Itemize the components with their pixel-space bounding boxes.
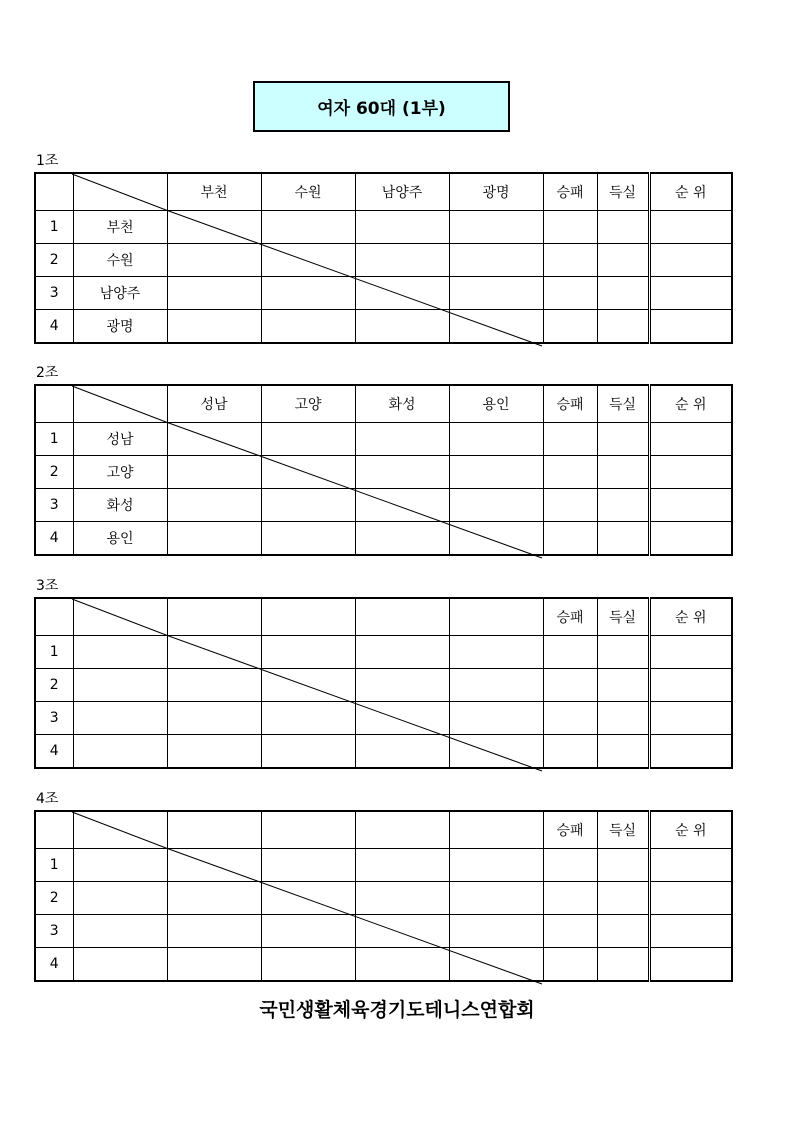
match-cell[interactable] xyxy=(355,636,449,669)
row-number: 3 xyxy=(35,277,73,310)
group-table xyxy=(34,172,731,344)
score-cell[interactable] xyxy=(597,849,649,882)
group-label: 1조 xyxy=(36,153,59,169)
match-cell[interactable] xyxy=(449,423,543,456)
opponent-header xyxy=(167,811,261,849)
row-number: 4 xyxy=(35,310,73,344)
match-cell[interactable] xyxy=(355,702,449,735)
group-label: 4조 xyxy=(36,791,59,807)
rank-cell[interactable] xyxy=(649,310,732,344)
score-cell[interactable] xyxy=(597,915,649,948)
match-cell[interactable] xyxy=(167,489,261,522)
match-cell[interactable] xyxy=(449,735,543,769)
row-number: 4 xyxy=(35,735,73,769)
table-row xyxy=(35,915,732,948)
rank-header: 순 위 xyxy=(649,385,732,423)
team-name xyxy=(73,669,167,702)
score-cell[interactable] xyxy=(597,948,649,982)
match-cell[interactable] xyxy=(449,669,543,702)
table-row xyxy=(35,882,732,915)
team-name xyxy=(73,915,167,948)
opponent-header: 광명 xyxy=(449,173,543,211)
rank-cell[interactable] xyxy=(649,702,732,735)
group-label: 3조 xyxy=(36,578,59,594)
win-loss-cell[interactable] xyxy=(543,915,597,948)
diagonal-header-cell xyxy=(73,173,167,211)
table-row xyxy=(35,636,732,669)
team-name: 화성 xyxy=(73,489,167,522)
win-loss-cell[interactable] xyxy=(543,244,597,277)
match-cell[interactable] xyxy=(167,456,261,489)
opponent-header: 용인 xyxy=(449,385,543,423)
match-cell[interactable] xyxy=(355,211,449,244)
team-name xyxy=(73,636,167,669)
opponent-header xyxy=(449,598,543,636)
rank-cell[interactable] xyxy=(649,669,732,702)
table-row xyxy=(35,423,732,456)
match-cell[interactable] xyxy=(355,735,449,769)
opponent-header: 부천 xyxy=(167,173,261,211)
score-cell[interactable] xyxy=(597,882,649,915)
match-cell[interactable] xyxy=(261,948,355,982)
corner-cell xyxy=(35,385,73,423)
page-title: 여자 60대 (1부) xyxy=(253,81,510,132)
score-cell[interactable] xyxy=(597,277,649,310)
match-cell[interactable] xyxy=(355,244,449,277)
win-loss-cell[interactable] xyxy=(543,882,597,915)
row-number: 1 xyxy=(35,211,73,244)
win-loss-cell[interactable] xyxy=(543,310,597,344)
table-row xyxy=(35,211,732,244)
win-loss-cell[interactable] xyxy=(543,489,597,522)
match-cell[interactable] xyxy=(449,882,543,915)
group-table xyxy=(34,384,731,556)
match-cell[interactable] xyxy=(261,915,355,948)
table-row xyxy=(35,735,732,769)
rank-cell[interactable] xyxy=(649,915,732,948)
match-cell[interactable] xyxy=(261,636,355,669)
score-cell[interactable] xyxy=(597,310,649,344)
table-row xyxy=(35,522,732,556)
row-number: 3 xyxy=(35,702,73,735)
score-cell[interactable] xyxy=(597,522,649,556)
row-number: 1 xyxy=(35,423,73,456)
row-number: 1 xyxy=(35,636,73,669)
score-header: 득실 xyxy=(597,385,649,423)
match-cell[interactable] xyxy=(261,735,355,769)
opponent-header xyxy=(355,598,449,636)
corner-cell xyxy=(35,173,73,211)
match-cell[interactable] xyxy=(355,456,449,489)
opponent-header xyxy=(355,811,449,849)
team-name xyxy=(73,948,167,982)
table-row xyxy=(35,702,732,735)
match-cell[interactable] xyxy=(261,669,355,702)
win-loss-header: 승패 xyxy=(543,385,597,423)
table-row xyxy=(35,948,732,982)
win-loss-header: 승패 xyxy=(543,811,597,849)
score-header: 득실 xyxy=(597,598,649,636)
match-cell[interactable] xyxy=(261,244,355,277)
match-cell[interactable] xyxy=(355,669,449,702)
win-loss-cell[interactable] xyxy=(543,948,597,982)
match-cell[interactable] xyxy=(167,211,261,244)
match-cell[interactable] xyxy=(449,310,543,344)
match-cell[interactable] xyxy=(355,882,449,915)
team-name: 광명 xyxy=(73,310,167,344)
match-cell[interactable] xyxy=(261,882,355,915)
match-cell[interactable] xyxy=(261,310,355,344)
score-cell[interactable] xyxy=(597,702,649,735)
corner-cell xyxy=(35,598,73,636)
table-row xyxy=(35,849,732,882)
match-cell[interactable] xyxy=(167,915,261,948)
win-loss-header: 승패 xyxy=(543,598,597,636)
score-cell[interactable] xyxy=(597,669,649,702)
match-cell[interactable] xyxy=(355,423,449,456)
table-row xyxy=(35,244,732,277)
group-table xyxy=(34,810,731,982)
table-row xyxy=(35,277,732,310)
match-cell[interactable] xyxy=(355,915,449,948)
win-loss-cell[interactable] xyxy=(543,522,597,556)
rank-cell[interactable] xyxy=(649,244,732,277)
row-number: 2 xyxy=(35,244,73,277)
win-loss-cell[interactable] xyxy=(543,636,597,669)
match-cell[interactable] xyxy=(167,244,261,277)
match-cell[interactable] xyxy=(167,702,261,735)
match-cell[interactable] xyxy=(167,423,261,456)
opponent-header: 수원 xyxy=(261,173,355,211)
win-loss-header: 승패 xyxy=(543,173,597,211)
team-name: 부천 xyxy=(73,211,167,244)
match-cell[interactable] xyxy=(167,948,261,982)
rank-cell[interactable] xyxy=(649,277,732,310)
match-cell[interactable] xyxy=(449,277,543,310)
match-cell[interactable] xyxy=(167,882,261,915)
team-name: 용인 xyxy=(73,522,167,556)
match-cell[interactable] xyxy=(449,489,543,522)
match-cell[interactable] xyxy=(261,456,355,489)
opponent-header xyxy=(449,811,543,849)
team-name: 성남 xyxy=(73,423,167,456)
match-cell[interactable] xyxy=(167,849,261,882)
rank-cell[interactable] xyxy=(649,211,732,244)
score-cell[interactable] xyxy=(597,636,649,669)
table-row xyxy=(35,669,732,702)
opponent-header xyxy=(261,598,355,636)
match-cell[interactable] xyxy=(261,423,355,456)
match-cell[interactable] xyxy=(167,669,261,702)
row-number: 3 xyxy=(35,489,73,522)
opponent-header xyxy=(167,598,261,636)
match-cell[interactable] xyxy=(449,522,543,556)
match-cell[interactable] xyxy=(449,948,543,982)
match-cell[interactable] xyxy=(355,489,449,522)
score-cell[interactable] xyxy=(597,211,649,244)
rank-header: 순 위 xyxy=(649,811,732,849)
team-name xyxy=(73,882,167,915)
match-cell[interactable] xyxy=(167,277,261,310)
rank-cell[interactable] xyxy=(649,522,732,556)
team-name: 수원 xyxy=(73,244,167,277)
rank-cell[interactable] xyxy=(649,636,732,669)
win-loss-cell[interactable] xyxy=(543,456,597,489)
team-name xyxy=(73,702,167,735)
opponent-header: 남양주 xyxy=(355,173,449,211)
match-cell[interactable] xyxy=(355,522,449,556)
organization-footer: 국민생활체육경기도테니스연합회 xyxy=(259,999,535,1021)
win-loss-cell[interactable] xyxy=(543,423,597,456)
rank-header: 순 위 xyxy=(649,598,732,636)
table-row xyxy=(35,456,732,489)
table-row xyxy=(35,489,732,522)
team-name xyxy=(73,849,167,882)
opponent-header: 화성 xyxy=(355,385,449,423)
rank-cell[interactable] xyxy=(649,948,732,982)
row-number: 4 xyxy=(35,948,73,982)
table-row xyxy=(35,310,732,344)
win-loss-cell[interactable] xyxy=(543,702,597,735)
score-cell[interactable] xyxy=(597,456,649,489)
match-cell[interactable] xyxy=(355,849,449,882)
match-cell[interactable] xyxy=(167,735,261,769)
opponent-header xyxy=(261,811,355,849)
diagonal-header-cell xyxy=(73,598,167,636)
group-label: 2조 xyxy=(36,365,59,381)
rank-cell[interactable] xyxy=(649,849,732,882)
match-cell[interactable] xyxy=(261,489,355,522)
match-cell[interactable] xyxy=(261,849,355,882)
match-cell[interactable] xyxy=(167,522,261,556)
match-cell[interactable] xyxy=(449,915,543,948)
match-cell[interactable] xyxy=(449,702,543,735)
rank-cell[interactable] xyxy=(649,423,732,456)
score-cell[interactable] xyxy=(597,423,649,456)
team-name: 남양주 xyxy=(73,277,167,310)
opponent-header: 고양 xyxy=(261,385,355,423)
rank-cell[interactable] xyxy=(649,456,732,489)
row-number: 3 xyxy=(35,915,73,948)
team-name xyxy=(73,735,167,769)
match-cell[interactable] xyxy=(261,277,355,310)
match-cell[interactable] xyxy=(355,310,449,344)
group-table xyxy=(34,597,731,769)
score-cell[interactable] xyxy=(597,244,649,277)
match-cell[interactable] xyxy=(449,456,543,489)
row-number: 2 xyxy=(35,882,73,915)
win-loss-cell[interactable] xyxy=(543,211,597,244)
match-cell[interactable] xyxy=(449,211,543,244)
score-header: 득실 xyxy=(597,811,649,849)
row-number: 2 xyxy=(35,456,73,489)
match-cell[interactable] xyxy=(167,310,261,344)
diagonal-header-cell xyxy=(73,811,167,849)
match-cell[interactable] xyxy=(355,277,449,310)
row-number: 1 xyxy=(35,849,73,882)
rank-cell[interactable] xyxy=(649,735,732,769)
rank-cell[interactable] xyxy=(649,489,732,522)
match-cell[interactable] xyxy=(167,636,261,669)
score-cell[interactable] xyxy=(597,735,649,769)
win-loss-cell[interactable] xyxy=(543,669,597,702)
diagonal-header-cell xyxy=(73,385,167,423)
score-cell[interactable] xyxy=(597,489,649,522)
match-cell[interactable] xyxy=(355,948,449,982)
corner-cell xyxy=(35,811,73,849)
win-loss-cell[interactable] xyxy=(543,735,597,769)
team-name: 고양 xyxy=(73,456,167,489)
opponent-header: 성남 xyxy=(167,385,261,423)
match-cell[interactable] xyxy=(261,522,355,556)
match-cell[interactable] xyxy=(449,849,543,882)
match-cell[interactable] xyxy=(449,244,543,277)
match-cell[interactable] xyxy=(261,211,355,244)
win-loss-cell[interactable] xyxy=(543,849,597,882)
score-header: 득실 xyxy=(597,173,649,211)
rank-cell[interactable] xyxy=(649,882,732,915)
match-cell[interactable] xyxy=(261,702,355,735)
row-number: 4 xyxy=(35,522,73,556)
row-number: 2 xyxy=(35,669,73,702)
match-cell[interactable] xyxy=(449,636,543,669)
win-loss-cell[interactable] xyxy=(543,277,597,310)
rank-header: 순 위 xyxy=(649,173,732,211)
